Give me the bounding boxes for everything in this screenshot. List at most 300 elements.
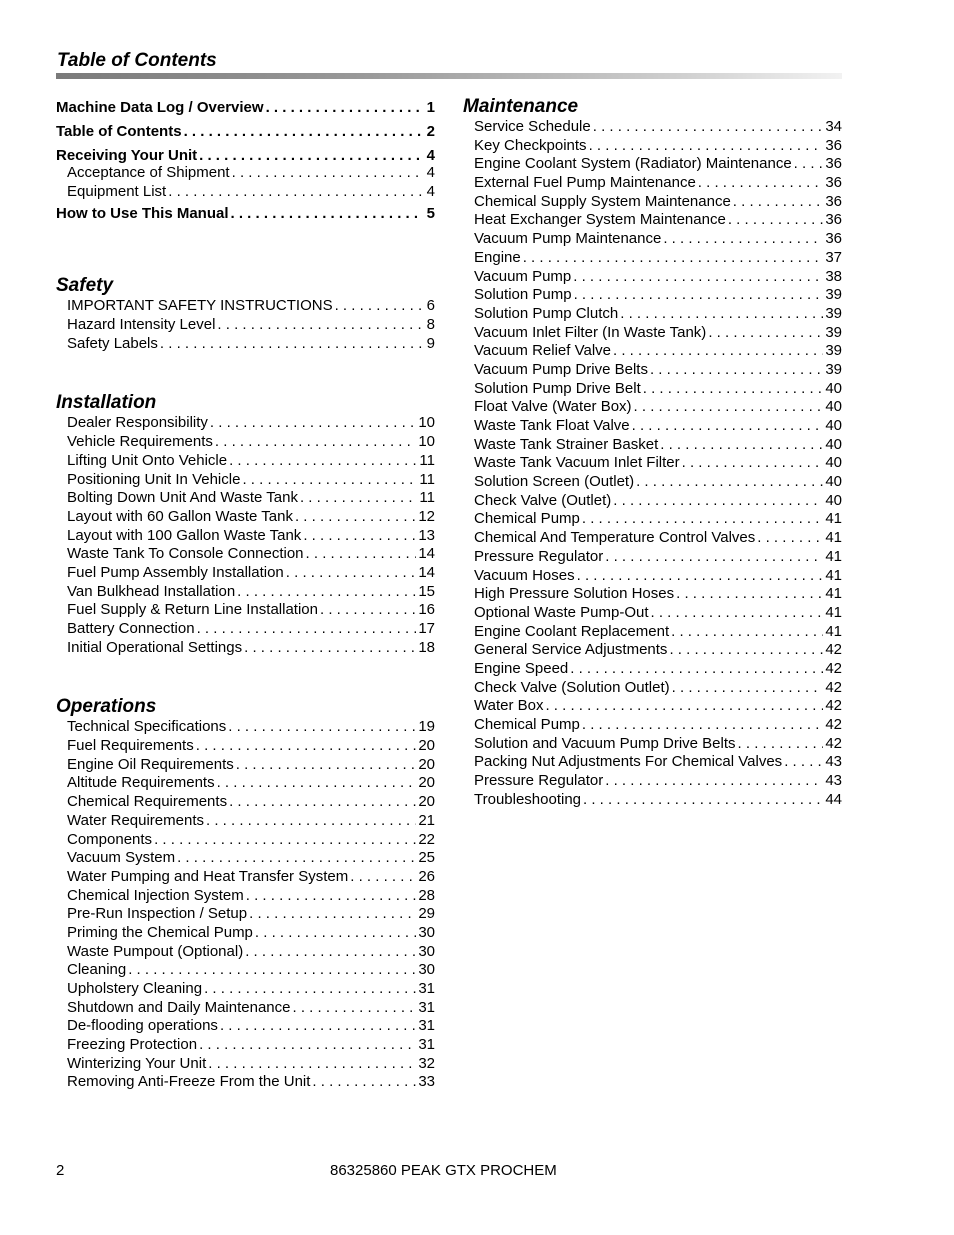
toc-dot-leader bbox=[784, 753, 823, 772]
toc-entry[interactable] bbox=[463, 791, 842, 810]
toc-entry[interactable] bbox=[56, 1055, 435, 1074]
toc-entry-page: 36 bbox=[825, 174, 842, 192]
toc-dot-leader bbox=[523, 249, 824, 268]
toc-entry-label: Priming the Chemical Pump bbox=[67, 923, 253, 941]
toc-dot-leader bbox=[245, 943, 416, 962]
toc-entry[interactable] bbox=[56, 316, 435, 335]
toc-dot-leader bbox=[217, 316, 423, 335]
toc-entry-page: 20 bbox=[418, 793, 435, 811]
toc-entry-page: 40 bbox=[825, 473, 842, 491]
toc-dot-leader bbox=[676, 585, 823, 604]
toc-entry-label: Equipment List bbox=[67, 182, 167, 200]
toc-entry-label: Safety Labels bbox=[67, 334, 158, 352]
toc-dot-leader bbox=[228, 718, 416, 737]
toc-entry-label: Receiving Your Unit bbox=[56, 147, 198, 164]
toc-dot-leader bbox=[582, 716, 823, 735]
toc-entry-label: Technical Specifications bbox=[67, 718, 227, 736]
toc-entry-page: 4 bbox=[426, 147, 435, 164]
toc-entry-page: 1 bbox=[426, 99, 435, 116]
toc-entry-label: Pressure Regulator bbox=[474, 772, 604, 790]
toc-entry[interactable] bbox=[56, 961, 435, 980]
toc-entry-label: Fuel Pump Assembly Installation bbox=[67, 563, 284, 581]
toc-receiving-subentries bbox=[56, 164, 435, 201]
toc-dot-leader bbox=[154, 831, 416, 850]
toc-entry-page: 41 bbox=[825, 622, 842, 640]
toc-dot-leader bbox=[312, 1073, 416, 1092]
toc-section-installation bbox=[56, 391, 435, 657]
toc-entry-page: 42 bbox=[825, 716, 842, 733]
toc-entry-label: Components bbox=[67, 830, 153, 848]
toc-maintenance-list bbox=[463, 118, 842, 809]
toc-entry[interactable] bbox=[56, 433, 435, 452]
toc-entry[interactable] bbox=[463, 510, 842, 529]
toc-entry-page: 40 bbox=[825, 398, 842, 416]
toc-entry[interactable] bbox=[56, 545, 435, 564]
toc-dot-leader bbox=[204, 980, 416, 999]
toc-dot-leader bbox=[286, 564, 417, 583]
toc-entry[interactable] bbox=[463, 641, 842, 660]
toc-entry-label: Machine Data Log / Overview bbox=[56, 99, 264, 116]
toc-entry[interactable] bbox=[463, 697, 842, 716]
toc-entry-page: 20 bbox=[418, 774, 435, 792]
toc-entry-page: 39 bbox=[825, 304, 842, 322]
toc-entry[interactable] bbox=[56, 1036, 435, 1055]
toc-dot-leader bbox=[196, 737, 417, 756]
toc-entry-label: Initial Operational Settings bbox=[67, 638, 243, 656]
toc-dot-leader bbox=[300, 489, 417, 508]
toc-entry[interactable] bbox=[56, 202, 435, 226]
toc-dot-leader bbox=[613, 342, 823, 361]
toc-entry[interactable] bbox=[56, 297, 435, 316]
toc-entry-page: 34 bbox=[825, 118, 842, 135]
toc-entry[interactable] bbox=[463, 342, 842, 361]
toc-entry-page: 36 bbox=[825, 230, 842, 248]
toc-entry[interactable] bbox=[56, 718, 435, 737]
toc-entry-label: Layout with 60 Gallon Waste Tank bbox=[67, 507, 293, 525]
toc-entry-page: 25 bbox=[418, 849, 435, 867]
toc-entry[interactable] bbox=[56, 489, 435, 508]
toc-entry[interactable] bbox=[56, 756, 435, 775]
toc-entry-page: 40 bbox=[825, 454, 842, 472]
toc-entry-page: 14 bbox=[418, 545, 435, 563]
toc-entry[interactable] bbox=[56, 120, 435, 144]
toc-entry-label: Battery Connection bbox=[67, 620, 195, 637]
toc-entry-page: 41 bbox=[825, 547, 842, 565]
toc-entry-page: 32 bbox=[418, 1054, 435, 1072]
toc-entry-page: 30 bbox=[418, 923, 435, 941]
toc-dot-leader bbox=[237, 583, 416, 602]
toc-entry-page: 44 bbox=[825, 790, 842, 808]
toc-entry-label: Waste Tank Float Valve bbox=[474, 417, 630, 434]
toc-entry[interactable] bbox=[56, 887, 435, 906]
toc-dot-leader bbox=[620, 305, 823, 324]
toc-entry-label: Solution Pump Clutch bbox=[474, 304, 619, 322]
toc-safety-list bbox=[56, 297, 435, 353]
toc-dot-leader bbox=[229, 793, 416, 812]
toc-entry-label: Packing Nut Adjustments For Chemical Valves bbox=[474, 753, 783, 771]
toc-entry-label: Heat Exchanger System Maintenance bbox=[474, 211, 726, 229]
section-title-installation: Installation bbox=[56, 392, 157, 414]
toc-entry-page: 43 bbox=[825, 772, 842, 790]
toc-entry-page: 5 bbox=[426, 205, 435, 223]
toc-entry-label: Waste Pumpout (Optional) bbox=[67, 942, 244, 960]
toc-dot-leader bbox=[177, 849, 416, 868]
toc-entry-label: Troubleshooting bbox=[474, 790, 582, 808]
toc-entry-page: 12 bbox=[418, 507, 435, 525]
toc-entry-page: 20 bbox=[418, 755, 435, 773]
toc-entry-page: 29 bbox=[418, 905, 435, 923]
toc-dot-leader bbox=[577, 567, 824, 586]
toc-entry[interactable] bbox=[56, 620, 435, 639]
toc-dot-leader bbox=[545, 697, 823, 716]
header-rule bbox=[56, 73, 842, 79]
toc-entry-label: Vacuum Hoses bbox=[474, 566, 575, 584]
toc-entry-page: 16 bbox=[418, 601, 435, 619]
toc-dot-leader bbox=[634, 398, 824, 417]
toc-entry-label: High Pressure Solution Hoses bbox=[474, 585, 675, 603]
toc-entry-label: Pressure Regulator bbox=[474, 547, 604, 565]
toc-entry[interactable] bbox=[56, 737, 435, 756]
toc-dot-leader bbox=[651, 604, 824, 623]
toc-entry-label: Bolting Down Unit And Waste Tank bbox=[67, 489, 298, 507]
toc-entry-page: 40 bbox=[825, 491, 842, 509]
toc-entry-label: Check Valve (Outlet) bbox=[474, 491, 612, 509]
toc-dot-leader bbox=[335, 297, 423, 316]
toc-entry-label: Hazard Intensity Level bbox=[67, 316, 216, 334]
toc-entry[interactable] bbox=[463, 380, 842, 399]
toc-entry[interactable] bbox=[463, 249, 842, 268]
toc-entry[interactable] bbox=[56, 849, 435, 868]
toc-dot-leader bbox=[574, 286, 824, 305]
toc-entry[interactable] bbox=[56, 452, 435, 471]
toc-dot-leader bbox=[570, 660, 823, 679]
toc-entry[interactable] bbox=[56, 508, 435, 527]
toc-entry-page: 36 bbox=[825, 155, 842, 173]
toc-entry-page: 41 bbox=[825, 585, 842, 603]
toc-dot-leader bbox=[613, 492, 823, 511]
toc-dot-leader bbox=[733, 193, 824, 212]
toc-entry[interactable] bbox=[463, 398, 842, 417]
toc-entry-label: Freezing Protection bbox=[67, 1036, 198, 1054]
toc-entry[interactable] bbox=[56, 639, 435, 658]
toc-dot-leader bbox=[255, 924, 416, 943]
toc-entry-label: Fuel Supply & Return Line Installation bbox=[67, 601, 318, 619]
page-title: Table of Contents bbox=[57, 50, 217, 71]
toc-entry[interactable] bbox=[56, 601, 435, 620]
toc-entry-label: Waste Tank Vacuum Inlet Filter bbox=[474, 454, 680, 472]
toc-entry[interactable] bbox=[463, 735, 842, 754]
toc-entry-label: Chemical Requirements bbox=[67, 793, 228, 811]
toc-dot-leader bbox=[669, 641, 823, 660]
toc-entry-page: 43 bbox=[825, 753, 842, 771]
toc-entry-page: 40 bbox=[825, 417, 842, 434]
toc-entry-label: Engine Oil Requirements bbox=[67, 755, 234, 773]
toc-entry-page: 17 bbox=[418, 620, 435, 637]
toc-entry[interactable] bbox=[463, 492, 842, 511]
toc-entry[interactable] bbox=[463, 118, 842, 137]
toc-entry-label: Chemical Supply System Maintenance bbox=[474, 192, 731, 210]
toc-entry[interactable] bbox=[463, 305, 842, 324]
toc-dot-leader bbox=[266, 96, 423, 120]
toc-entry-page: 6 bbox=[426, 297, 435, 315]
toc-entry[interactable] bbox=[463, 324, 842, 343]
toc-entry-page: 11 bbox=[419, 489, 435, 507]
toc-entry-label: Lifting Unit Onto Vehicle bbox=[67, 451, 228, 469]
toc-entry[interactable] bbox=[56, 164, 435, 183]
toc-entry[interactable] bbox=[463, 585, 842, 604]
toc-entry[interactable] bbox=[56, 999, 435, 1018]
toc-entry-page: 31 bbox=[418, 998, 435, 1016]
toc-dot-leader bbox=[794, 155, 824, 174]
toc-entry-label: External Fuel Pump Maintenance bbox=[474, 174, 696, 192]
toc-entry-label: Float Valve (Water Box) bbox=[474, 398, 632, 416]
toc-entry[interactable] bbox=[463, 137, 842, 156]
toc-entry-label: Shutdown and Daily Maintenance bbox=[67, 998, 291, 1016]
toc-entry-label: Chemical Pump bbox=[474, 510, 580, 528]
toc-entry[interactable] bbox=[463, 473, 842, 492]
toc-entry[interactable] bbox=[463, 604, 842, 623]
toc-dot-leader bbox=[208, 1055, 416, 1074]
toc-entry-page: 8 bbox=[426, 316, 435, 334]
toc-entry[interactable] bbox=[56, 774, 435, 793]
toc-entry-page: 31 bbox=[418, 1017, 435, 1035]
toc-dot-leader bbox=[643, 380, 824, 399]
toc-entry-page: 14 bbox=[418, 563, 435, 581]
toc-entry[interactable] bbox=[56, 96, 435, 120]
toc-entry[interactable] bbox=[463, 174, 842, 193]
toc-entry[interactable] bbox=[463, 417, 842, 436]
toc-dot-leader bbox=[757, 529, 823, 548]
toc-entry[interactable] bbox=[463, 268, 842, 287]
toc-entry[interactable] bbox=[463, 230, 842, 249]
footer-page-number: 2 bbox=[56, 1162, 65, 1179]
toc-entry-label: Key Checkpoints bbox=[474, 136, 587, 154]
toc-dot-leader bbox=[306, 545, 417, 564]
toc-entry-label: De-flooding operations bbox=[67, 1017, 218, 1035]
toc-entry-page: 36 bbox=[825, 211, 842, 229]
toc-entry-label: Solution Pump bbox=[474, 286, 572, 304]
toc-entry[interactable] bbox=[463, 567, 842, 586]
toc-entry-page: 41 bbox=[825, 510, 842, 528]
toc-entry[interactable] bbox=[463, 454, 842, 473]
toc-dot-leader bbox=[168, 183, 423, 202]
toc-dot-leader bbox=[231, 202, 423, 226]
toc-entry-page: 39 bbox=[825, 286, 842, 304]
toc-entry-label: Removing Anti-Freeze From the Unit bbox=[67, 1073, 311, 1091]
toc-entry-page: 18 bbox=[418, 638, 435, 656]
toc-entry-label: Vacuum Pump bbox=[474, 267, 572, 285]
toc-entry-label: Solution and Vacuum Pump Drive Belts bbox=[474, 734, 736, 752]
toc-dot-leader bbox=[217, 774, 417, 793]
toc-dot-leader bbox=[242, 471, 417, 490]
toc-dot-leader bbox=[295, 508, 416, 527]
toc-entry-page: 2 bbox=[426, 123, 435, 140]
toc-entry[interactable] bbox=[463, 679, 842, 698]
toc-entry-label: Table of Contents bbox=[56, 123, 182, 140]
toc-dot-leader bbox=[671, 623, 823, 642]
toc-entry[interactable] bbox=[463, 211, 842, 230]
toc-entry-label: Vacuum Inlet Filter (In Waste Tank) bbox=[474, 323, 707, 341]
toc-entry-label: Chemical Injection System bbox=[67, 886, 244, 904]
toc-entry[interactable] bbox=[56, 868, 435, 887]
toc-dot-leader bbox=[660, 436, 823, 455]
toc-entry-page: 39 bbox=[825, 342, 842, 360]
toc-entry-label: Engine Coolant System (Radiator) Maintenance bbox=[474, 155, 792, 173]
toc-entry-label: Waste Tank To Console Connection bbox=[67, 545, 304, 563]
toc-operations-list bbox=[56, 718, 435, 1092]
toc-entry[interactable] bbox=[56, 812, 435, 831]
toc-entry-label: Vacuum Pump Drive Belts bbox=[474, 360, 648, 378]
toc-dot-leader bbox=[636, 473, 823, 492]
toc-entry-page: 40 bbox=[825, 379, 842, 397]
toc-entry[interactable] bbox=[56, 924, 435, 943]
toc-entry[interactable] bbox=[463, 660, 842, 679]
toc-entry-label: Pre-Run Inspection / Setup bbox=[67, 905, 248, 923]
toc-entry[interactable] bbox=[56, 335, 435, 354]
toc-entry[interactable] bbox=[463, 772, 842, 791]
toc-dot-leader bbox=[199, 1036, 416, 1055]
toc-entry[interactable] bbox=[463, 753, 842, 772]
toc-entry-page: 30 bbox=[418, 961, 435, 979]
toc-dot-leader bbox=[215, 433, 416, 452]
toc-entry[interactable] bbox=[463, 529, 842, 548]
toc-entry-label: Vacuum Pump Maintenance bbox=[474, 230, 662, 248]
toc-dot-leader bbox=[698, 174, 824, 193]
toc-dot-leader bbox=[582, 510, 823, 529]
toc-section-operations bbox=[56, 695, 435, 1092]
toc-entry[interactable] bbox=[56, 1017, 435, 1036]
toc-entry-page: 39 bbox=[825, 323, 842, 341]
toc-dot-leader bbox=[303, 527, 416, 546]
toc-entry[interactable] bbox=[463, 716, 842, 735]
toc-dot-leader bbox=[583, 791, 823, 810]
toc-dot-leader bbox=[232, 164, 423, 183]
toc-entry[interactable] bbox=[56, 527, 435, 546]
toc-dot-leader bbox=[350, 868, 416, 887]
toc-entry-label: How to Use This Manual bbox=[56, 205, 229, 223]
toc-entry[interactable] bbox=[56, 905, 435, 924]
toc-dot-leader bbox=[632, 417, 824, 436]
toc-entry-page: 22 bbox=[418, 830, 435, 848]
toc-dot-leader bbox=[672, 679, 824, 698]
toc-entry-page: 13 bbox=[418, 526, 435, 544]
toc-entry-label: Engine Speed bbox=[474, 659, 569, 677]
toc-entry-page: 38 bbox=[825, 267, 842, 285]
toc-entry[interactable] bbox=[56, 793, 435, 812]
toc-entry[interactable] bbox=[463, 623, 842, 642]
toc-entry[interactable] bbox=[56, 183, 435, 202]
toc-entry[interactable] bbox=[56, 980, 435, 999]
toc-how-to-entry bbox=[56, 202, 435, 226]
toc-entry-page: 42 bbox=[825, 697, 842, 715]
toc-entry-page: 21 bbox=[418, 811, 435, 829]
toc-entry-page: 36 bbox=[825, 136, 842, 154]
toc-entry-label: Solution Pump Drive Belt bbox=[474, 379, 641, 397]
toc-entry-label: Water Pumping and Heat Transfer System bbox=[67, 867, 349, 885]
toc-dot-leader bbox=[593, 118, 824, 137]
toc-dot-leader bbox=[605, 772, 823, 791]
toc-dot-leader bbox=[128, 961, 416, 980]
toc-dot-leader bbox=[738, 735, 824, 754]
toc-dot-leader bbox=[573, 268, 823, 287]
toc-entry-page: 10 bbox=[418, 414, 435, 432]
toc-entry-page: 42 bbox=[825, 678, 842, 696]
toc-dot-leader bbox=[220, 1017, 416, 1036]
toc-dot-leader bbox=[229, 452, 417, 471]
toc-entry-page: 41 bbox=[825, 529, 842, 547]
toc-entry-label: Fuel Requirements bbox=[67, 737, 194, 755]
toc-entry-page: 31 bbox=[418, 980, 435, 997]
toc-entry-page: 36 bbox=[825, 192, 842, 210]
toc-dot-leader bbox=[197, 620, 417, 639]
toc-entry-page: 42 bbox=[825, 659, 842, 677]
toc-entry-page: 9 bbox=[426, 334, 435, 352]
toc-entry-page: 11 bbox=[419, 451, 435, 469]
toc-entry[interactable] bbox=[56, 831, 435, 850]
toc-entry[interactable] bbox=[56, 564, 435, 583]
toc-dot-leader bbox=[210, 414, 416, 433]
toc-dot-leader bbox=[244, 639, 416, 658]
toc-dot-leader bbox=[650, 361, 823, 380]
toc-entry[interactable] bbox=[56, 1073, 435, 1092]
toc-entry-page: 19 bbox=[418, 718, 435, 736]
toc-entry-label: Acceptance of Shipment bbox=[67, 164, 230, 181]
toc-entry-page: 33 bbox=[418, 1073, 435, 1091]
section-title-safety: Safety bbox=[56, 275, 114, 297]
toc-entry-label: Dealer Responsibility bbox=[67, 414, 208, 432]
toc-entry-page: 41 bbox=[825, 603, 842, 621]
toc-dot-leader bbox=[206, 812, 416, 831]
toc-entry[interactable] bbox=[56, 471, 435, 490]
toc-entry-label: General Service Adjustments bbox=[474, 641, 668, 659]
toc-entry[interactable] bbox=[463, 436, 842, 455]
toc-entry[interactable] bbox=[463, 155, 842, 174]
toc-entry-page: 28 bbox=[418, 886, 435, 904]
toc-dot-leader bbox=[708, 324, 823, 343]
toc-dot-leader bbox=[249, 905, 416, 924]
toc-dot-leader bbox=[728, 211, 824, 230]
toc-section-maintenance bbox=[463, 95, 842, 809]
section-title-operations: Operations bbox=[56, 696, 157, 718]
toc-dot-leader bbox=[589, 137, 824, 156]
toc-entry-page: 20 bbox=[418, 737, 435, 755]
toc-entry[interactable] bbox=[463, 286, 842, 305]
toc-entry[interactable] bbox=[463, 193, 842, 212]
toc-entry-page: 42 bbox=[825, 734, 842, 752]
toc-entry[interactable] bbox=[56, 943, 435, 962]
toc-entry-page: 31 bbox=[418, 1036, 435, 1054]
toc-entry[interactable] bbox=[463, 548, 842, 567]
toc-dot-leader bbox=[160, 335, 423, 354]
toc-entry-label: Cleaning bbox=[67, 961, 127, 979]
toc-entry-page: 15 bbox=[418, 582, 435, 600]
toc-dot-leader bbox=[236, 756, 417, 775]
toc-entry-label: Vacuum Relief Valve bbox=[474, 342, 612, 360]
toc-dot-leader bbox=[184, 120, 423, 144]
toc-entry-label: Engine bbox=[474, 248, 521, 266]
toc-entry-label: Altitude Requirements bbox=[67, 774, 215, 792]
toc-entry-label: Winterizing Your Unit bbox=[67, 1054, 207, 1072]
toc-entry[interactable] bbox=[56, 414, 435, 433]
section-title-maintenance: Maintenance bbox=[463, 96, 579, 117]
toc-entry[interactable] bbox=[463, 361, 842, 380]
toc-entry-label: Upholstery Cleaning bbox=[67, 980, 203, 997]
toc-entry-page: 11 bbox=[419, 470, 435, 488]
toc-entry[interactable] bbox=[56, 583, 435, 602]
toc-entry-label: Engine Coolant Replacement bbox=[474, 622, 670, 640]
toc-entry-page: 4 bbox=[426, 164, 435, 181]
toc-entry-label: Optional Waste Pump-Out bbox=[474, 603, 649, 621]
